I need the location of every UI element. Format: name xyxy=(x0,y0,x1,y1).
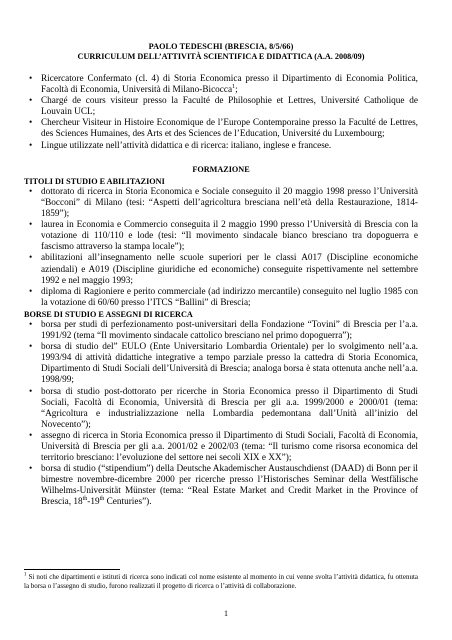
borse-list xyxy=(24,320,418,509)
intro-list xyxy=(24,74,418,152)
intro-item-tail: ; xyxy=(235,85,238,96)
footnote-text: Si noti che dipartimenti e istituti di ricerca sono indicati col nome esistente al momento in cui venne svolta l’attività didattica, fu ottenuta la borsa o l’assegno di studio, furono realizzati il progetto di ricerca o l’attività di collaborazione. xyxy=(24,573,418,590)
superscript: th xyxy=(82,496,88,503)
superscript: th xyxy=(99,496,105,503)
footnote-marker: 1 xyxy=(24,572,27,578)
borse-item: • assegno di ricerca in Storia Economica presso il Dipartimento di Studi Sociali, Facoltà di Economia, Università di Brescia per gli a.a. 2001/02 e 2002/03 (tema: “Il turismo come risorsa economica del territorio bresciano: l’evoluzione del settore nei secoli XIX e XX”); xyxy=(24,431,418,464)
footnote-separator xyxy=(24,569,120,570)
intro-item xyxy=(24,74,418,96)
footnote-ref[interactable]: 1 xyxy=(232,84,236,91)
intro-item-text: Ricercatore Confermato (cl. 4) di Storia Economica presso il Dipartimento di Economia Politica, Facoltà di Economia, Università di Milano-Bicocca xyxy=(41,74,418,96)
titoli-item: • diploma di Ragioniere e perito commerciale (ad indirizzo mercantile) conseguito nel luglio 1985 con la votazione di 60/60 presso l’ITCS “Ballini” di Brescia; xyxy=(24,287,418,309)
titoli-item: • abilitazioni all’insegnamento nelle scuole superiori per le classi A017 (Discipline economiche aziendali) e A019 (Discipline giuridiche ed economiche) conseguite rispettivamente nel settembre 1992 e nel maggio 1993; xyxy=(24,253,418,286)
formazione-heading: FORMAZIONE xyxy=(192,164,250,174)
borse-item-mid: -19 xyxy=(87,497,100,508)
intro-item: • Chercheur Visiteur in Histoire Economique de l’Europe Contemporaine presso la Faculté de Lettres, des Sciences Humaines, des Arts et des Sciences de l’Education, Université du Luxembourg; xyxy=(24,118,418,140)
page-number: 1 xyxy=(224,609,228,618)
titoli-list xyxy=(24,187,418,309)
borse-item-text: borsa di studio (“stipendium”) della Deutsche Akademischer Austauschdienst (DAAD) di Bonn per il bimestre novembre-dicembre 2000 per ricerche presso l’Historisches Seminar della Westfälische Wilhelms-Universität Münster (tema: “Real Estate Market and Credit Market in the Province of Brescia, 18 xyxy=(41,464,418,508)
borse-item: • borsa di studio post-dottorato per ricerche in Storia Economica presso il Dipartimento di Studi Sociali, Facoltà di Economia, Università di Brescia per gli a.a. 1999/2000 e 2000/01 (tema: “Agricoltura e industrializzazione nella Lombardia pedemontana dall’Unità all’inizio del Novecento”); xyxy=(24,387,418,431)
author-heading: PAOLO TEDESCHI (BRESCIA, 8/5/66) xyxy=(148,42,294,51)
page-content xyxy=(24,42,418,509)
borse-item: • borsa di studio del” EULO (Ente Universitario Lombardia Orientale) per lo svolgimento nell’a.a. 1993/94 di attività didattiche integrative a tempo parziale presso la cattedra di Storia Economica, Dipartimento di Studi Sociali dell’Università di Brescia; analoga borsa è stata ottenuta anche nell’a.a. 1998/99; xyxy=(24,342,418,386)
cv-heading: CURRICULUM DELL’ATTIVITÀ SCIENTIFICA E DIDATTICA (A.A. 2008/09) xyxy=(77,52,365,61)
footnote xyxy=(24,573,418,591)
titoli-heading: TITOLI DI STUDIO E ABILITAZIONI xyxy=(24,176,165,186)
intro-item: • Lingue utilizzate nell’attività didattica e di ricerca: italiano, inglese e francese. xyxy=(24,141,418,152)
titoli-item: • laurea in Economia e Commercio conseguita il 2 maggio 1990 presso l’Università di Brescia con la votazione di 110/110 e lode (tesi: “Il movimento sindacale bianco bresciano tra dopoguerra e fascismo attraverso la stampa locale”); xyxy=(24,220,418,253)
borse-heading: BORSE DI STUDIO E ASSEGNI DI RICERCA xyxy=(24,309,193,319)
titoli-item: • dottorato di ricerca in Storia Economica e Sociale conseguito il 20 maggio 1998 presso l’Università “Bocconi” di Milano (tesi: “Aspetti dell’agricoltura bresciana nell’età della Restaurazione, 1814-1859”); xyxy=(24,187,418,220)
intro-item: • Chargé de cours visiteur presso la Faculté de Philosophie et Lettres, Université Catholique de Louvain UCL; xyxy=(24,96,418,118)
borse-item xyxy=(24,464,418,508)
borse-item: • borsa per studi di perfezionamento post-universitari della Fondazione “Tovini” di Brescia per l’a.a. 1991/92 (tema “Il movimento sindacale cattolico bresciano nel primo dopoguerra”); xyxy=(24,320,418,342)
borse-item-tail: Centuries”). xyxy=(104,497,152,508)
